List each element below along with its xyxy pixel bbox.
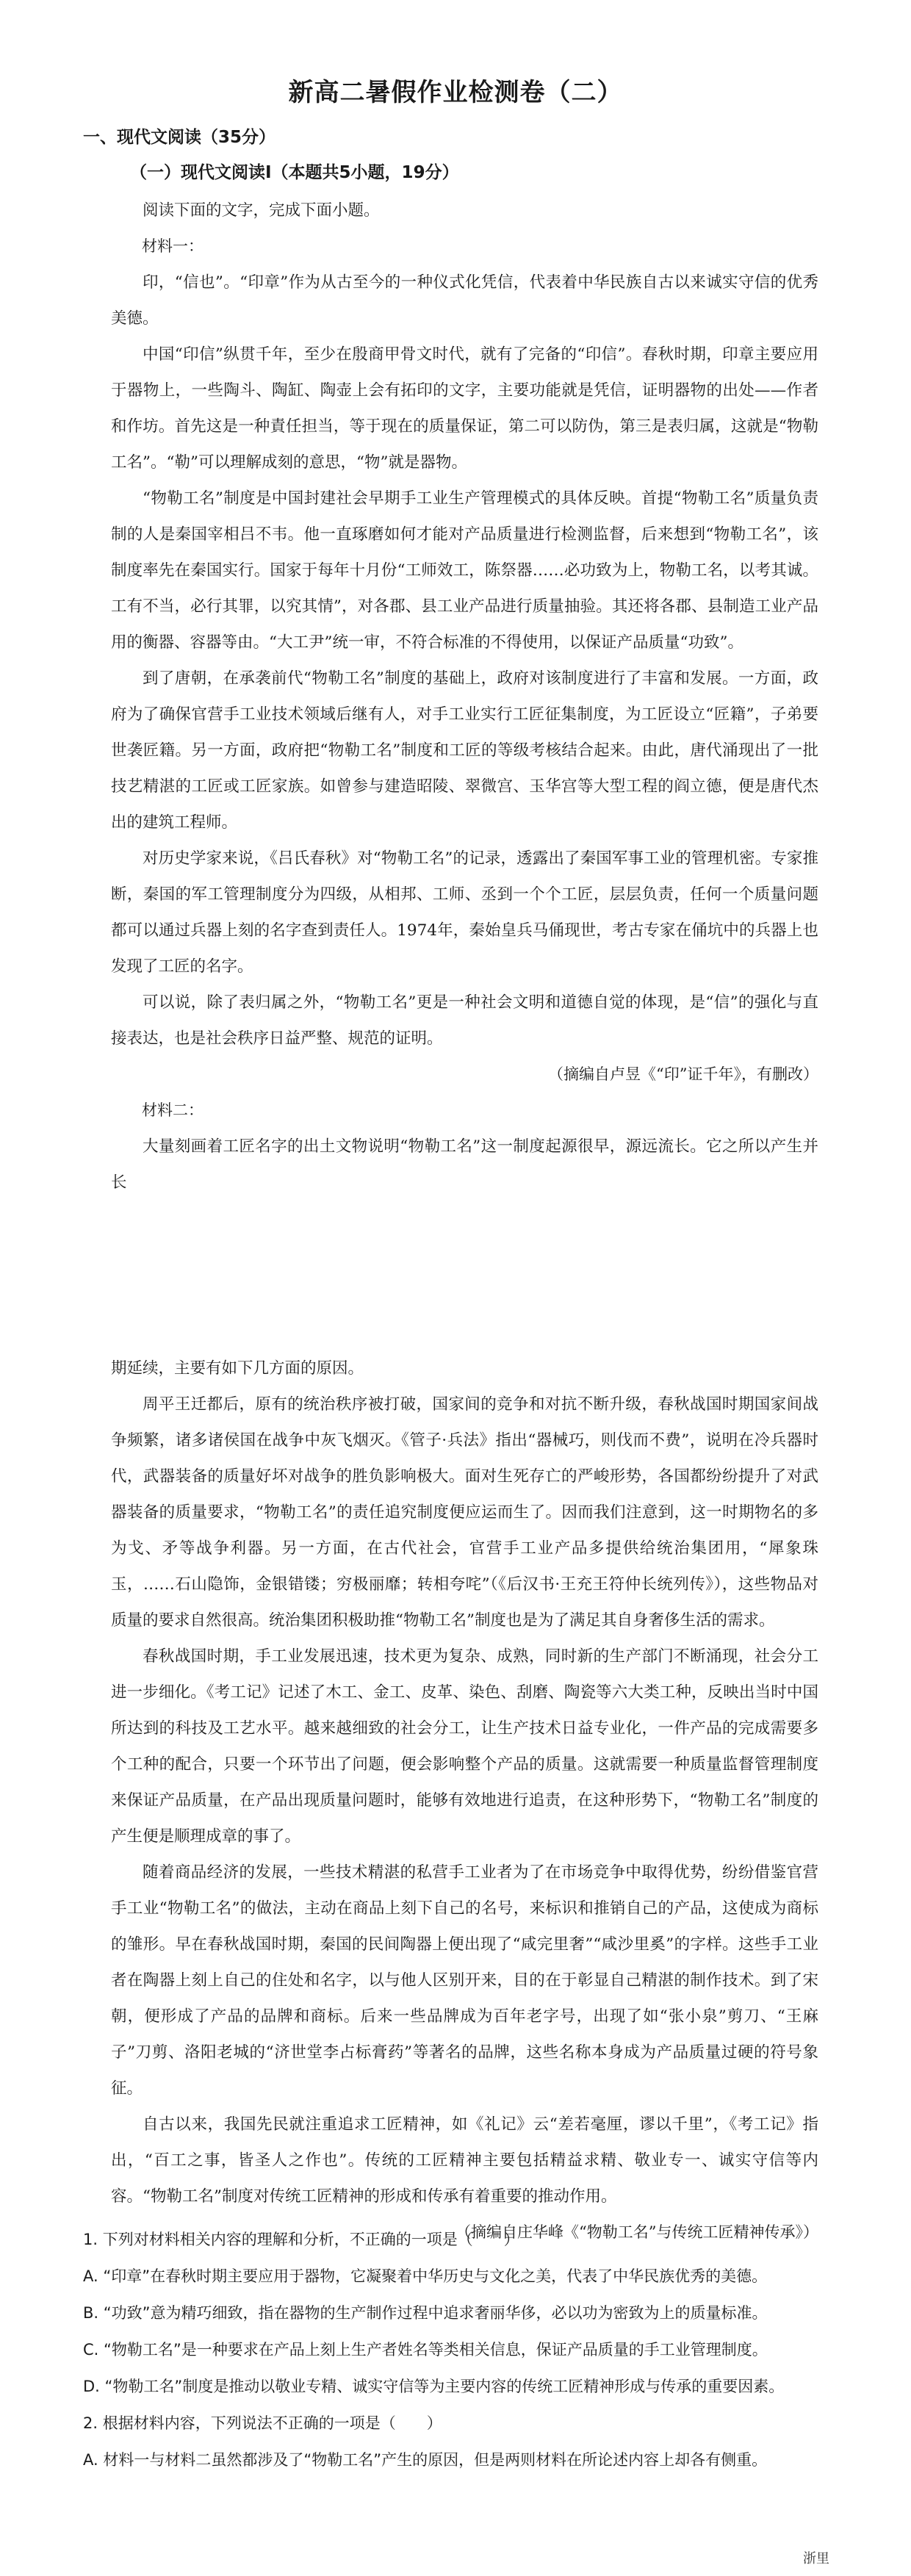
exam-title: 新高二暑假作业检测卷（二） (288, 78, 623, 107)
m1-paragraph: 中国“印信”纵贯千年，至少在殷商甲骨文时代，就有了完备的“印信”。春秋时期，印章主要应用于器物上，一些陶斗、陶缸、陶壶上会有拓印的文字，主要功能就是凭信，证明器物的出处——作者和作坊。首先这是一种責任担当，等于现在的质量保证，第二可以防伪，第三是表归属，这就是“物勒工名”。“勒”可以理解成刻的意思，“物”就是器物。 (111, 345, 818, 472)
m2-paragraph-start: 大量刻画着工匠名字的出土文物说明“物勒工名”这一制度起源很早，源远流长。它之所以产生并长 (111, 1137, 818, 1192)
question-1-option: D. “物勒工名”制度是推动以敬业专精、诚实守信等为主要内容的传统工匠精神形成与传承的重要因素。 (83, 2378, 785, 2395)
material2-block (111, 1350, 818, 2251)
question-1-stem: 1. 下列对材料相关内容的理解和分析，不正确的一项是（ ） (83, 2231, 519, 2248)
m1-paragraph: “物勒工名”制度是中国封建社会早期手工业生产管理模式的具体反映。首提“物勒工名”质量负责制的人是秦国宰相吕不韦。他一直琢磨如何才能对产品质量进行检测监督，后来想到“物勒工名”，该制度率先在秦国实行。国家于每年十月份“工师效工，陈祭器……必功致为上，物勒工名，以考其诚。工有不当，必行其罪，以究其情”，对各郡、县工业产品进行质量抽验。其还将各郡、县制造工业产品用的衡器、容器等由。“大工尹”统一审，不符合标准的不得使用，以保证产品质量“功致”。 (111, 489, 818, 652)
m1-paragraph: 印，“信也”。“印章”作为从古至今的一种仪式化凭信，代表着中华民族自古以来诚实守信的优秀美德。 (111, 273, 818, 328)
question-1-option: A. “印章”在春秋时期主要应用于器物，它凝聚着中华历史与文化之美，代表了中华民族优秀的美德。 (83, 2267, 768, 2285)
page-mark: 浙里 (803, 2551, 829, 2566)
material2-source: （摘编自庄华峰《“物勒工名”与传统工匠精神传承》） (455, 2223, 818, 2241)
material2-label: 材料二： (142, 1101, 204, 1119)
question-1-option: B. “功致”意为精巧细致，指在器物的生产制作过程中追求奢丽华侈，必以功为密致为上的质量标准。 (83, 2304, 768, 2322)
m2-paragraph-cont: 期延续，主要有如下几方面的原因。 (111, 1359, 364, 1378)
question-2-stem: 2. 根据材料内容，下列说法不正确的一项是（ ） (83, 2414, 442, 2432)
material1-source: （摘编自卢昱《“印”证千年》，有删改） (548, 1065, 818, 1083)
material1-label: 材料一： (142, 237, 204, 255)
m2-paragraph: 周平王迁都后，原有的统治秩序被打破，国家间的竞争和对抗不断升级，春秋战国时期国家间战争频繁，诸多诸侯国在战争中灰飞烟灭。《管子·兵法》指出“器械巧，则伐而不费”，说明在冷兵器时代，武器装备的质量好坏对战争的胜负影响极大。面对生死存亡的严峻形势，各国都纷纷提升了对武器装备的质量要求，“物勒工名”的责任追究制度便应运而生了。因而我们注意到，这一时期物名的多为戈、矛等战争利器。另一方面，在古代社会，官营手工业产品多提供给统治集团用，“犀象珠玉，……石山隐饰，金银错镂；穷极丽靡；转相夸咤”（《后汉书·王充王符仲长统列传》），这些物品对质量的要求自然很高。统治集团积极助推“物勒工名”制度也是为了满足其自身奢侈生活的需求。 (111, 1395, 818, 1630)
m1-paragraph: 对历史学家来说，《吕氏春秋》对“物勒工名”的记录，透露出了秦国军事工业的管理机密。专家推断，秦国的军工管理制度分为四级，从相邦、工师、丞到一个个工匠，层层负责，任何一个质量问题都可以通过兵器上刻的名字查到责任人。1974年，秦始皇兵马俑现世，考古专家在俑坑中的兵器上也发现了工匠的名字。 (111, 849, 818, 976)
m1-paragraph: 可以说，除了表归属之外，“物勒工名”更是一种社会文明和道德自觉的体现，是“信”的强化与直接表达，也是社会秩序日益严整、规范的证明。 (111, 993, 818, 1048)
m2-paragraph: 随着商品经济的发展，一些技术精湛的私营手工业者为了在市场竞争中取得优势，纷纷借鉴官营手工业“物勒工名”的做法，主动在商品上刻下自己的名号，来标识和推销自己的产品，这使成为商标的雏形。早在春秋战国时期，秦国的民间陶器上便出现了“咸完里奢”“咸沙里奚”的字样。这些手工业者在陶器上刻上自己的住处和名字，以与他人区别开来，目的在于彰显自己精湛的制作技术。到了宋朝，便形成了产品的品牌和商标。后来一些品牌成为百年老字号，出现了如“张小泉”剪刀、“王麻子”刀剪、洛阳老城的“济世堂李占标膏药”等著名的品牌，这些名称本身成为产品质量过硬的符号象征。 (111, 1863, 818, 2098)
instruction: 阅读下面的文字，完成下面小题。 (143, 201, 380, 220)
section-heading: 一、现代文阅读（35分） (83, 128, 276, 147)
m1-paragraph: 到了唐朝，在承袭前代“物勒工名”制度的基础上，政府对该制度进行了丰富和发展。一方面，政府为了确保官营手工业技术领域后继有人，对手工业实行工匠征集制度，为工匠设立“匠籍”，子弟要世袭匠籍。另一方面，政府把“物勒工名”制度和工匠的等级考核结合起来。由此，唐代涌现出了一批技艺精湛的工匠或工匠家族。如曾参与建造昭陵、翠微宫、玉华宫等大型工程的阎立德，便是唐代杰出的建筑工程师。 (111, 669, 818, 832)
questions-block (83, 2221, 825, 2478)
subsection-heading: （一）现代文阅读Ⅰ（本题共5小题，19分） (130, 163, 459, 182)
m2-paragraph: 春秋战国时期，手工业发展迅速，技术更为复杂、成熟，同时新的生产部门不断涌现，社会分工进一步细化。《考工记》记述了木工、金工、皮革、染色、刮磨、陶瓷等六大类工种，反映出当时中国所达到的科技及工艺水平。越来越细致的社会分工，让生产技术日益专业化，一件产品的完成需要多个工种的配合，只要一个环节出了问题，便会影响整个产品的质量。这就需要一种质量监督管理制度来保证产品质量，在产品出现质量问题时，能够有效地进行追责，在这种形势下，“物勒工名”制度的产生便是顺理成章的事了。 (111, 1647, 818, 1846)
question-1-option: C. “物勒工名”是一种要求在产品上刻上生产者姓名等类相关信息，保证产品质量的手工业管理制度。 (83, 2341, 768, 2359)
m2-paragraph: 自古以来，我国先民就注重追求工匠精神，如《礼记》云“差若毫厘，谬以千里”，《考工记》指出，“百工之事，皆圣人之作也”。传统的工匠精神主要包括精益求精、敬业专一、诚实守信等内容。“物勒工名”制度对传统工匠精神的形成和传承有着重要的推动作用。 (111, 2115, 818, 2206)
material1-block (111, 193, 818, 1201)
question-2-option: A. 材料一与材料二虽然都涉及了“物勒工名”产生的原因，但是两则材料在所论述内容上却各有侧重。 (83, 2451, 768, 2469)
